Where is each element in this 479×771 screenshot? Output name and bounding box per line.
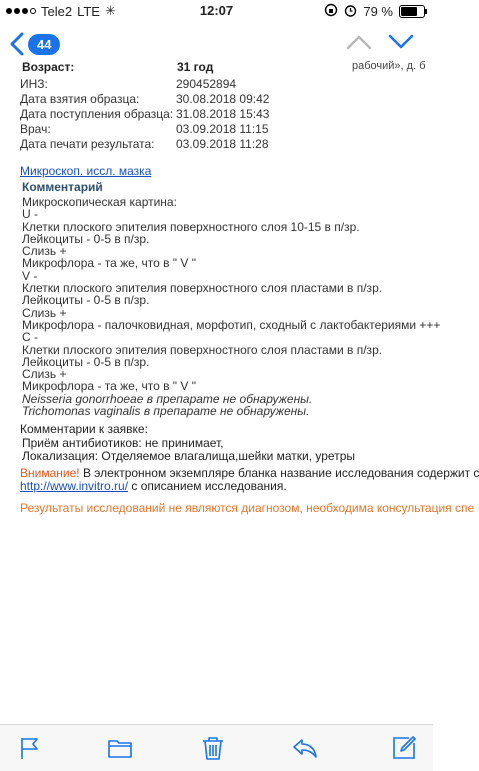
info-label: ИНЗ: [20, 77, 48, 91]
result-line: Слизь + [22, 305, 67, 320]
result-line: Лейкоциты - 0-5 в п/зр. [22, 293, 150, 308]
battery-percent: 79 % [363, 4, 393, 19]
unread-count-badge: 44 [28, 34, 60, 55]
battery-icon [399, 5, 425, 18]
previous-message-button[interactable] [346, 34, 372, 55]
clock: 12:07 [199, 3, 234, 18]
result-line: Trichomonas vaginalis в препарате не обнаружены. [22, 404, 310, 419]
trash-icon [200, 735, 226, 761]
status-bar [0, 0, 433, 22]
result-line: U - [22, 207, 38, 222]
result-line: Neisseria gonorrhoeae в препарате не обнаружены. [22, 391, 313, 406]
info-value: 290452894 [176, 77, 237, 91]
comment-heading: Комментарий [22, 180, 103, 194]
info-row [20, 93, 269, 108]
result-line: Слизь + [22, 367, 67, 382]
result-line: Микрофлора - та же, что в " V " [22, 256, 196, 271]
invitro-link[interactable]: http://www.invitro.ru/ [20, 479, 129, 493]
alarm-icon [344, 4, 357, 20]
microscopy-results [22, 196, 440, 417]
back-button[interactable] [10, 32, 60, 56]
next-message-button[interactable] [388, 34, 414, 55]
chevron-left-icon [10, 32, 24, 56]
warning-label: Внимание! [20, 466, 80, 480]
result-line: Слизь + [22, 244, 67, 259]
result-line: V - [22, 268, 38, 283]
result-line: C - [22, 330, 38, 345]
info-row [20, 138, 269, 153]
order-comments [20, 423, 355, 464]
flag-button[interactable] [17, 735, 43, 761]
info-label: Дата печати результата: [20, 137, 155, 151]
result-line: Клетки плоского эпителия поверхностного слоя 10-15 в п/зр. [22, 219, 360, 234]
flag-icon [17, 735, 43, 761]
notice-text: В электронном экземпляре бланка название исследования содержит с [79, 466, 479, 480]
reply-icon [292, 735, 318, 761]
info-value: 31.08.2018 15:43 [176, 107, 270, 121]
info-value: 03.09.2018 11:15 [176, 122, 269, 136]
info-label: Дата поступления образца: [20, 107, 174, 121]
carrier-label: Tele2 [41, 3, 73, 19]
result-line: Микрофлора - та же, что в " V " [22, 379, 196, 394]
sample-info-table [20, 78, 269, 153]
info-label: Врач: [20, 122, 51, 136]
result-line: Микроскопическая картина: [22, 195, 177, 209]
navigation-bar [0, 26, 433, 64]
compose-icon [391, 735, 417, 761]
address-fragment: рабочий», д. б [352, 60, 426, 72]
info-row [20, 123, 269, 138]
loading-icon: ✳ [104, 3, 116, 18]
move-to-folder-button[interactable] [107, 735, 133, 761]
chevron-down-icon [388, 34, 414, 50]
notice-block [20, 466, 479, 493]
result-line: Лейкоциты - 0-5 в п/зр. [22, 354, 150, 369]
network-label: LTE [77, 3, 100, 19]
disclaimer-text: Результаты исследований не являются диагнозом, необходима консультация спе [20, 501, 475, 515]
test-name-link[interactable]: Микроскоп. иссл. мазка [20, 164, 152, 178]
result-line: Клетки плоского эпителия поверхностного слоя пластами в п/зр. [22, 281, 383, 296]
bottom-toolbar [0, 724, 433, 771]
folder-icon [107, 735, 133, 761]
info-value: 03.09.2018 11:28 [176, 137, 269, 151]
result-line: Микрофлора - палочковидная, морфотип, сходный с лактобактериями +++ [22, 317, 441, 332]
result-line: Лейкоциты - 0-5 в п/зр. [22, 231, 150, 246]
info-label: Дата взятия образца: [20, 92, 140, 106]
delete-button[interactable] [200, 735, 226, 761]
order-comments-title: Комментарии к заявке: [20, 422, 148, 436]
age-label: Возраст: [22, 60, 75, 74]
info-value: 30.08.2018 09:42 [176, 92, 270, 106]
antibiotics-line: Приём антибиотиков: не принимает, [22, 435, 224, 450]
chevron-up-icon [346, 34, 372, 50]
info-row [20, 108, 269, 123]
status-right [324, 3, 425, 20]
result-line: Клетки плоского эпителия поверхностного слоя пластами в п/зр. [22, 342, 383, 357]
message-body [0, 60, 479, 724]
reply-button[interactable] [292, 735, 318, 761]
age-value: 31 год [177, 60, 214, 74]
compose-button[interactable] [391, 735, 417, 761]
info-row [20, 78, 269, 93]
link-suffix-text: с описанием исследования. [128, 479, 287, 493]
location-line: Локализация: Отделяемое влагалища,шейки матки, уретры [22, 449, 355, 463]
rotation-lock-icon [324, 3, 338, 20]
